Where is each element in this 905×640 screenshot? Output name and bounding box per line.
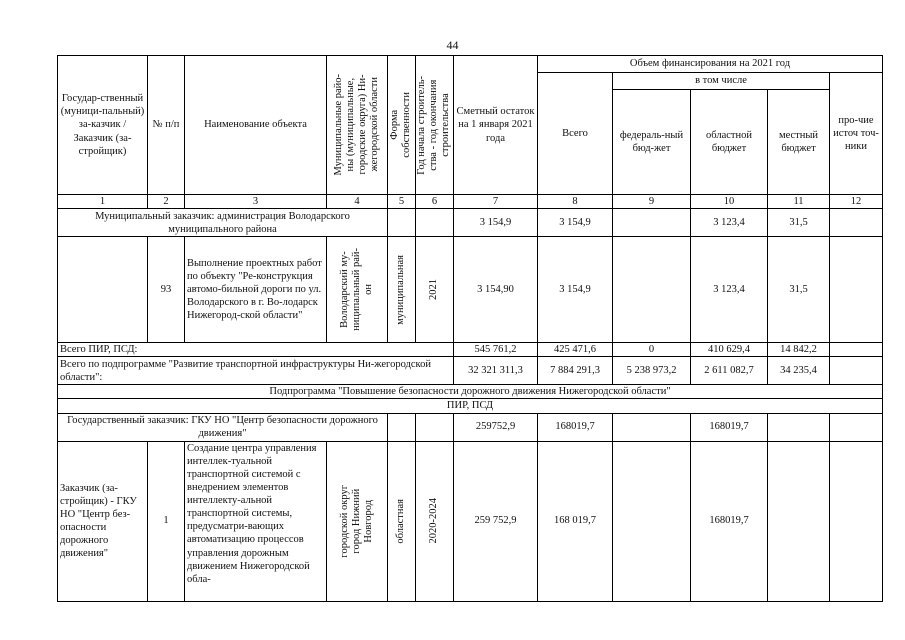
column-number: 7 <box>454 195 538 209</box>
pir-total-label: Всего ПИР, ПСД: <box>58 343 454 357</box>
empty-cell <box>768 441 830 601</box>
item-93-municipality-line: Володарский му- <box>338 251 350 328</box>
column-number: 3 <box>185 195 327 209</box>
item-93-municipality <box>327 237 388 343</box>
state-customer-row <box>58 413 883 441</box>
empty-cell <box>830 413 883 441</box>
item-1-total: 168 019,7 <box>538 441 613 601</box>
sub-total-total: 7 884 291,3 <box>538 357 613 385</box>
column-number: 8 <box>538 195 613 209</box>
sub-total-balance: 32 321 311,3 <box>454 357 538 385</box>
header-other: про-чие источ точ-ники <box>830 73 883 195</box>
financing-table <box>57 55 883 602</box>
empty-cell <box>830 209 883 237</box>
item-93-regional: 3 123,4 <box>691 237 768 343</box>
item-93-num: 93 <box>148 237 185 343</box>
table-row-item-93 <box>58 237 883 343</box>
mun-customer-regional: 3 123,4 <box>691 209 768 237</box>
header-including: в том числе <box>613 73 830 90</box>
header-funding: Объем финансирования на 2021 год <box>538 56 883 73</box>
item-1-balance: 259 752,9 <box>454 441 538 601</box>
header-federal: федераль-ный бюд-жет <box>613 90 691 195</box>
header-municipality-line: Муниципальные райо- <box>332 74 344 176</box>
table-row-item-1 <box>58 441 883 601</box>
header-ownership <box>388 56 416 195</box>
item-1-municipality-line: Новгород <box>363 499 375 543</box>
item-1-municipality-line: городской округ <box>338 484 350 558</box>
sub-total-regional: 2 611 082,7 <box>691 357 768 385</box>
empty-cell <box>830 441 883 601</box>
item-1-years-text: 2020-2024 <box>428 498 440 544</box>
item-93-years <box>416 237 454 343</box>
mun-customer-local: 31,5 <box>768 209 830 237</box>
item-1-municipality-line: город Нижний <box>350 488 362 554</box>
empty-cell <box>830 237 883 343</box>
column-number: 2 <box>148 195 185 209</box>
column-number: 12 <box>830 195 883 209</box>
subprogram-total-label: Всего по подпрограмме "Развитие транспортной инфраструктуры Ни-жегородской области": <box>58 357 454 385</box>
item-93-ownership-text: муниципальная <box>395 254 407 325</box>
empty-cell <box>416 209 454 237</box>
column-number: 5 <box>388 195 416 209</box>
item-93-balance: 3 154,90 <box>454 237 538 343</box>
mun-customer-balance: 3 154,9 <box>454 209 538 237</box>
header-num: № п/п <box>148 56 185 195</box>
header-regional: областной бюджет <box>691 90 768 195</box>
header-ownership-line: Форма <box>389 110 401 140</box>
header-years-line: ства - год окончания <box>428 79 440 171</box>
empty-cell <box>613 441 691 601</box>
column-number: 11 <box>768 195 830 209</box>
mun-customer-total: 3 154,9 <box>538 209 613 237</box>
pir-total-local: 14 842,2 <box>768 343 830 357</box>
pir-total-federal: 0 <box>613 343 691 357</box>
state-customer-total: 168019,7 <box>538 413 613 441</box>
item-1-num: 1 <box>148 441 185 601</box>
column-number: 6 <box>416 195 454 209</box>
column-number: 1 <box>58 195 148 209</box>
header-balance: Сметный остаток на 1 января 2021 года <box>454 56 538 195</box>
item-1-ownership-text: областная <box>395 498 407 544</box>
state-customer-label: Государственный заказчик: ГКУ НО "Центр безопасности дорожного движения" <box>58 413 388 441</box>
subprogram-heading: Подпрограмма "Повышение безопасности дорожного движения Нижегородской области" <box>58 385 883 399</box>
item-1-customer: Заказчик (за-стройщик) - ГКУ НО "Центр без-опасности дорожного движения" <box>58 441 148 601</box>
item-93-total: 3 154,9 <box>538 237 613 343</box>
sub-total-federal: 5 238 973,2 <box>613 357 691 385</box>
empty-cell <box>388 209 416 237</box>
empty-cell <box>388 413 416 441</box>
page-number: 44 <box>446 38 459 52</box>
item-93-municipality-line: ниципальный рай- <box>350 248 362 332</box>
pir-total-balance: 545 761,2 <box>454 343 538 357</box>
header-municipality-line: ны (муниципальные, <box>344 78 356 172</box>
item-93-years-text: 2021 <box>428 279 440 301</box>
header-municipality <box>327 56 388 195</box>
empty-cell <box>830 357 883 385</box>
header-municipality-line: жегородской области <box>369 77 381 173</box>
empty-cell <box>613 237 691 343</box>
item-1-ownership <box>388 441 416 601</box>
item-93-local: 31,5 <box>768 237 830 343</box>
header-years-line: строительства <box>440 93 452 157</box>
subprogram-total-row <box>58 357 883 385</box>
item-1-years <box>416 441 454 601</box>
state-customer-balance: 259752,9 <box>454 413 538 441</box>
empty-cell <box>613 209 691 237</box>
header-municipality-line: городские округа) Ни- <box>357 75 368 176</box>
column-number: 4 <box>327 195 388 209</box>
empty-cell <box>830 343 883 357</box>
header-years <box>416 56 454 195</box>
item-1-regional: 168019,7 <box>691 441 768 601</box>
header-local: местный бюджет <box>768 90 830 195</box>
sub-total-local: 34 235,4 <box>768 357 830 385</box>
empty-cell <box>58 237 148 343</box>
empty-cell <box>416 413 454 441</box>
pir-total-regional: 410 629,4 <box>691 343 768 357</box>
header-customer: Государ-ственный (муници-пальный) за-казчик / Заказчик (за-стройщик) <box>58 56 148 195</box>
pir-total-row <box>58 343 883 357</box>
item-93-municipality-line: он <box>363 284 375 296</box>
empty-cell <box>613 413 691 441</box>
pir-total-total: 425 471,6 <box>538 343 613 357</box>
header-object-name: Наименование объекта <box>185 56 327 195</box>
header-years-line: Год начала строитель- <box>416 75 428 175</box>
header-ownership-line: собственности <box>401 92 413 158</box>
pir-psd-heading: ПИР, ПСД <box>58 399 883 413</box>
municipal-customer-row <box>58 209 883 237</box>
column-number: 9 <box>613 195 691 209</box>
column-numbers-row <box>58 195 883 209</box>
item-93-ownership <box>388 237 416 343</box>
item-93-name: Выполнение проектных работ по объекту "Ре-конструкция автомо-бильной дороги по ул. Володарского в г. Во-лодарск Нижегород-ской области" <box>185 237 327 343</box>
empty-cell <box>768 413 830 441</box>
municipal-customer-label: Муниципальный заказчик: администрация Володарского муниципального района <box>58 209 388 237</box>
item-1-name: Создание центра управления интеллек-туальной транспортной системой с внедрением элементов интеллекту-альной транспортной системы, предусматри-вающих автоматизацию процессов управления дорожным движением Нижегородской обла- <box>185 441 327 601</box>
item-1-municipality <box>327 441 388 601</box>
header-total: Всего <box>538 73 613 195</box>
state-customer-regional: 168019,7 <box>691 413 768 441</box>
column-number: 10 <box>691 195 768 209</box>
